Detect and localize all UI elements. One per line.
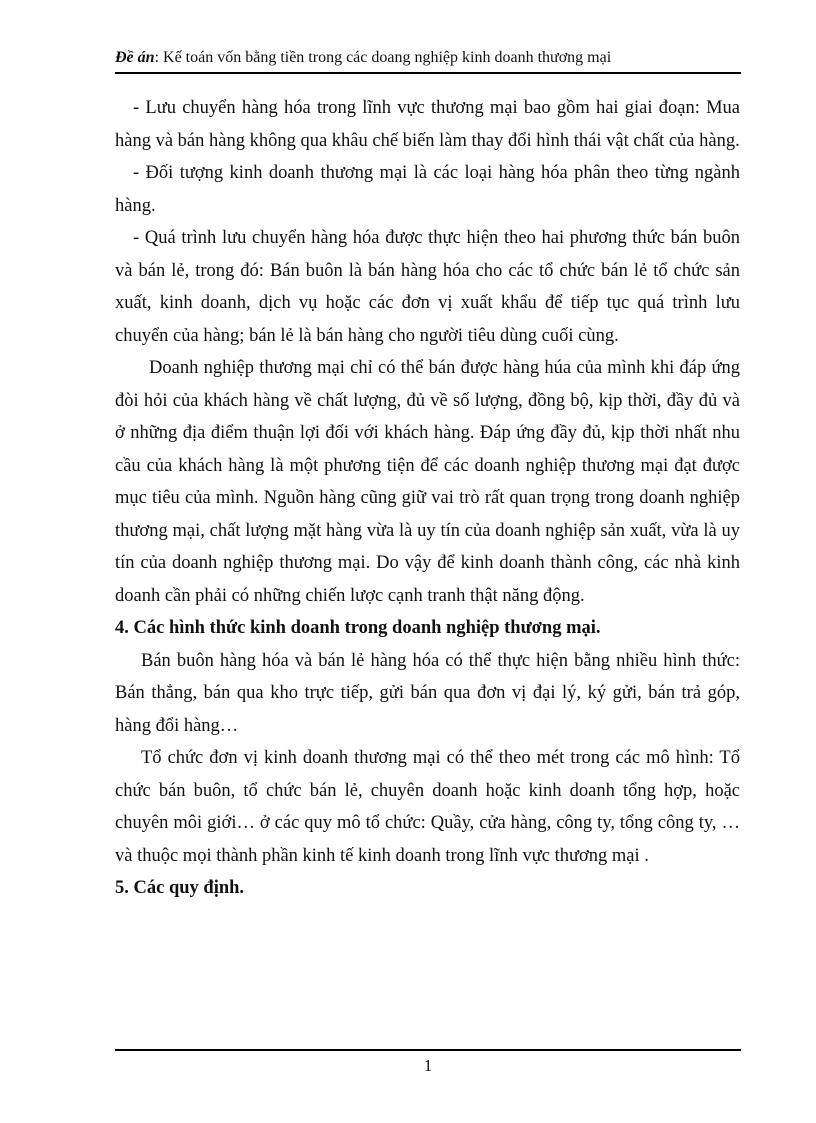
header-label: Đề án	[115, 49, 155, 66]
paragraph-enterprise-sales: Doanh nghiệp thương mại chỉ có thể bán được hàng húa của mình khi đáp ứng đòi hỏi của khách hàng về chất lượng, đủ về số lượng, đồng bộ, kịp thời, đầy đủ và ở những địa điểm thuận lợi đối với khách hàng. Đáp ứng đầy đủ, kịp thời nhất nhu cầu của khách hàng là một phương tiện để các doanh nghiệp thương mại đạt được mục tiêu của mình. Nguồn hàng cũng giữ vai trò rất quan trọng trong doanh nghiệp thương mại, chất lượng mặt hàng vừa là uy tín của doanh nghiệp sản xuất, vừa là uy tín của doanh nghiệp thương mại. Do vậy để kinh doanh thành công, các nhà kinh doanh cần phải có những chiến lược cạnh tranh thật năng động.	[115, 358, 740, 606]
footer-divider	[115, 1049, 741, 1051]
page-header	[115, 48, 740, 68]
paragraph-sales-forms: Bán buôn hàng hóa và bán lẻ hàng hóa có thể thực hiện bằng nhiều hình thức: Bán thẳng, bán qua kho trực tiếp, gửi bán qua đơn vị đại lý, ký gửi, bán trả góp, hàng đổi hàng…	[115, 650, 740, 736]
section-heading-4: 4. Các hình thức kinh doanh trong doanh nghiệp thương mại.	[115, 618, 601, 638]
paragraph-organization-models: Tổ chức đơn vị kinh doanh thương mại có thể theo mét trong các mô hình: Tổ chức bán buôn, tổ chức bán lẻ, chuyên doanh hoặc kinh doanh tổng hợp, hoặc chuyên môi giới… ở các quy mô tổ chức: Quầy, cửa hàng, công ty, tổng công ty, … và thuộc mọi thành phần kinh tế kinh doanh trong lĩnh vực thương mại .	[115, 748, 740, 866]
document-body	[115, 92, 740, 905]
paragraph-trade-object: - Đối tượng kinh doanh thương mại là các loại hàng hóa phân theo từng ngành hàng.	[115, 163, 740, 216]
paragraph-trade-methods: - Quá trình lưu chuyển hàng hóa được thực hiện theo hai phương thức bán buôn và bán lẻ, trong đó: Bán buôn là bán hàng hóa cho các tổ chức bán lẻ tổ chức sản xuất, kinh doanh, dịch vụ hoặc các đơn vị xuất khẩu để tiếp tục quá trình lưu chuyển của hàng; bán lẻ là bán hàng cho người tiêu dùng cuối cùng.	[115, 228, 740, 346]
header-divider	[115, 72, 741, 74]
page-number: 1	[423, 1056, 433, 1075]
header-title: : Kế toán vốn bằng tiền trong các doang nghiệp kinh doanh thương mại	[154, 49, 612, 66]
section-heading-5: 5. Các quy định.	[115, 878, 245, 898]
paragraph-trade-flow: - Lưu chuyển hàng hóa trong lĩnh vực thương mại bao gồm hai giai đoạn: Mua hàng và bán hàng không qua khâu chế biến làm thay đổi hình thái vật chất của hàng.	[115, 98, 740, 151]
